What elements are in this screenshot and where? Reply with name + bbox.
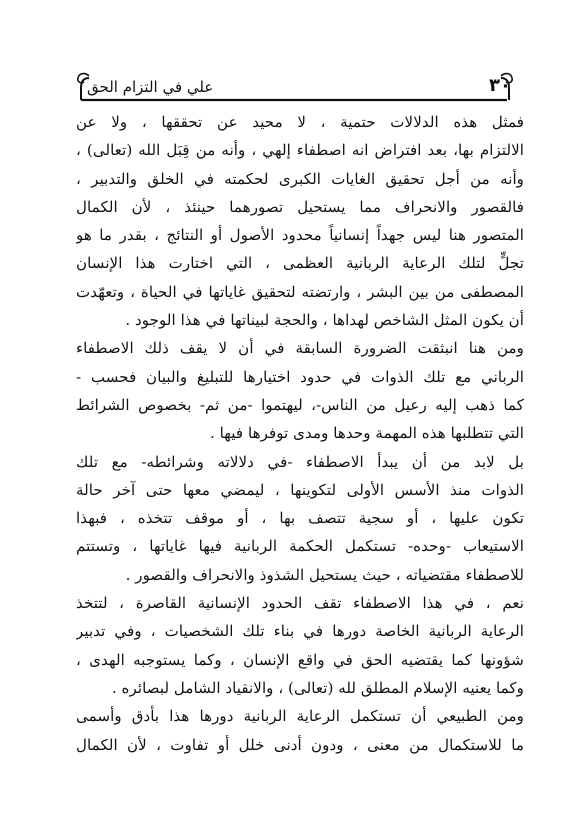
running-title: علي في التزام الحق: [87, 78, 214, 96]
page-number: ٣٠: [489, 75, 511, 96]
text-line: ما للاستكمال من معنى ، ودون أدنى خلل أو تفاوت ، لأن الكمال: [76, 735, 524, 754]
text-line: وكما يعنيه الإسلام المطلق لله (تعالى) ، والانقياد الشامل لبصائره .: [111, 678, 524, 697]
text-line: شؤونها كما يقتضيه الحق في واقع الإنسان ، وكما يستوجبه الهدى ،: [76, 650, 524, 669]
text-line: تكون عليها ، أو سجية تتصف بها ، أو موقف تتخذه ، فبهذا: [76, 509, 524, 528]
text-line: بل لابد من أن يبدأ الاصطفاء -في دلالاته وشرائطه- مع تلك: [76, 452, 524, 471]
text-line: تجلٍّ لتلك الرعاية الربانية العظمى ، التي اختارت هذا الإنسان: [76, 254, 524, 273]
body-text: [76, 108, 524, 759]
text-line: للاصطفاء مقتضياته ، حيث يستحيل الشذوذ والانحراف والقصور .: [125, 565, 524, 584]
text-line: ومن هنا انبثقت الضرورة السابقة في أن لا يقف ذلك الاصطفاء: [76, 339, 524, 358]
text-line: أن يكون المثل الشاخص لهداها ، والحجة لبيناتها في هذا الوجود .: [125, 311, 524, 330]
text-line: وأنه من أجل تحقيق الغايات الكبرى لحكمته في الخلق والتدبير ،: [76, 169, 524, 188]
text-line: الاستيعاب -وحده- تستكمل الحكمة الربانية فيها غاياتها ، وتستتم: [76, 537, 524, 556]
text-line: نعم ، في هذا الاصطفاء تقف الحدود الإنسانية القاصرة ، لتتخذ: [76, 594, 524, 613]
text-line: فمثل هذه الدلالات حتمية ، لا محيد عن تحققها ، ولا عن: [76, 113, 524, 131]
text-line: كما ذهب إليه رعيل من الناس-، ليهتموا -من ثم- بخصوص الشرائط: [76, 395, 524, 414]
text-line: الرباني مع تلك الذوات في حدود اختيارها للتبليغ والبيان فحسب -: [76, 367, 524, 386]
running-header: [75, 72, 519, 104]
text-line: المتصور هنا ليس جهداً إنسانياً محدود الأصول أو النتائج ، بقدر ما هو: [76, 226, 524, 245]
text-line: الذوات منذ الأسس الأولى لتكوينها ، ليمضي معها حتى آخر حالة: [76, 480, 524, 499]
text-line: الرعاية الربانية الخاصة دورها في بناء تلك الشخصيات ، وفي تدبير: [76, 622, 524, 641]
text-line: الالتزام بها، بعد افتراض انه اصطفاء إلهي ، وأنه من قِبَل الله (تعالى) ،: [76, 141, 524, 160]
text-line: التي تتطلبها هذه المهمة وحدها ومدى توفرها فيها .: [209, 424, 524, 443]
text-line: فالقصور والانحراف مما يستحيل تصورهما حينئذ ، لأن الكمال: [76, 197, 524, 216]
text-line: المصطفى من بين البشر ، وارتضته لتحقيق غاياتها في الحياة ، وتعهّدت: [76, 282, 524, 301]
text-line: ومن الطبيعي أن تستكمل الرعاية الربانية دورها هذا بأدق وأسمى: [76, 707, 524, 726]
